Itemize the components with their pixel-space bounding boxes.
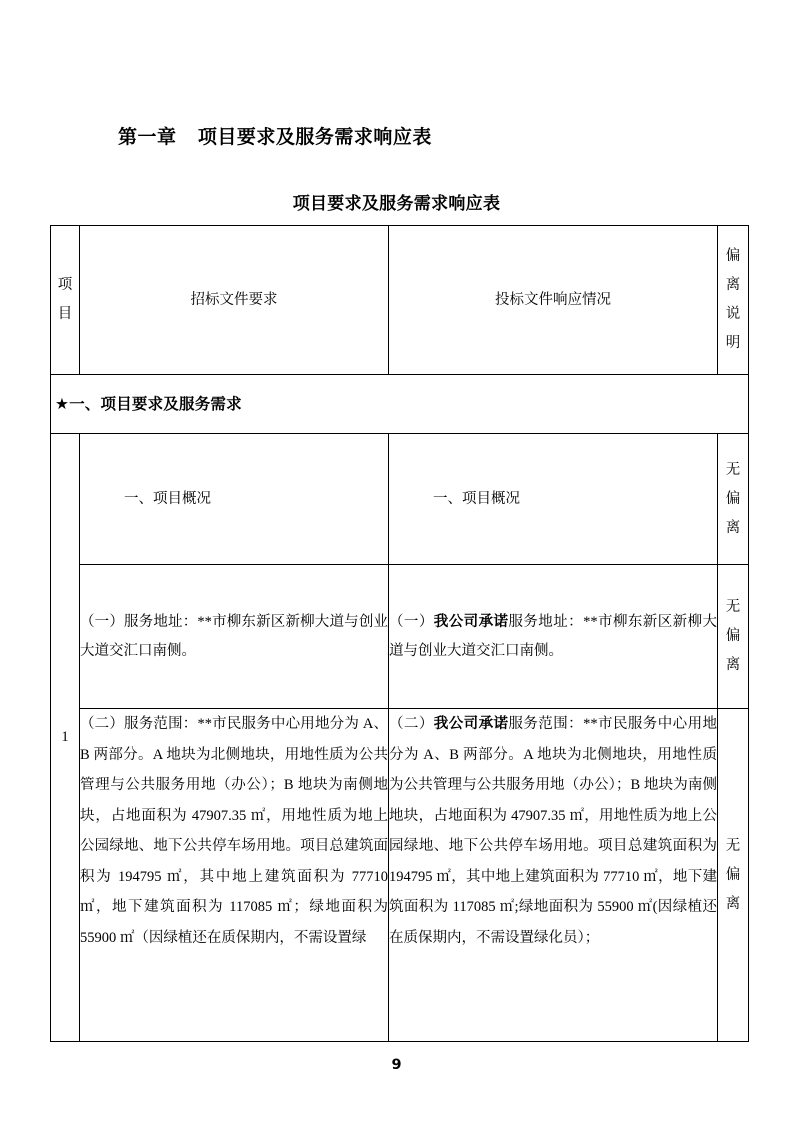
row-number-cell: [51, 434, 80, 1042]
header-cell-item: [51, 226, 80, 375]
deviation-char-3: 离: [725, 657, 741, 673]
requirement-cell: [80, 709, 389, 1042]
deviation-cell: [718, 565, 749, 709]
response-prefix: （一）: [389, 613, 434, 630]
deviation-cell: [718, 709, 749, 1042]
requirement-text: （一）服务地址：**市柳东新区新柳大道与创业大道交汇口南侧。: [80, 613, 388, 659]
table-row: [51, 565, 749, 709]
response-cell: [389, 709, 718, 1042]
header-item-char-1: 项: [57, 277, 73, 293]
deviation-char-2: 偏: [725, 628, 741, 644]
section-title-cell: ★一、项目要求及服务需求: [51, 375, 749, 434]
header-cell-deviation: [718, 226, 749, 375]
header-item-char-2: 目: [57, 306, 73, 322]
header-cell-response: 投标文件响应情况: [389, 226, 718, 375]
requirement-cell: [80, 565, 389, 709]
header-deviation-char-3: 说: [725, 306, 741, 322]
deviation-char-1: 无: [725, 837, 741, 854]
deviation-char-1: 无: [725, 599, 741, 615]
section-title-row: [51, 375, 749, 434]
deviation-char-2: 偏: [725, 866, 741, 883]
row-number: 1: [61, 729, 69, 745]
header-cell-requirement: 招标文件要求: [80, 226, 389, 375]
page-number: 9: [391, 1057, 402, 1073]
header-deviation-char-1: 偏: [725, 248, 741, 264]
header-deviation-char-2: 离: [725, 277, 741, 293]
requirement-cell: 一、项目概况: [80, 434, 389, 565]
response-commitment-phrase: 我公司承诺: [433, 613, 509, 630]
deviation-char-1: 无: [725, 461, 741, 478]
response-commitment-phrase: 我公司承诺: [433, 716, 509, 732]
deviation-char-3: 离: [725, 895, 741, 912]
table-row: [51, 709, 749, 1042]
response-body: 服务范围：**市民服务中心用地分为 A、B 两部分。A 地块为北侧地块，用地性质为公共管理与公共服务用地（办公）；B 地块为南侧地块，占地面积为 47907.35 ㎡，用地性质为地上公园绿地、地下公共停车场用地。项目总建筑面积为 194795 ㎡，其中地上建筑面积为 77710 ㎡，地下建筑面积为 117085 ㎡;绿地面积为 55900 ㎡(因绿植还在质保期内，不需设置绿化员）；: [389, 716, 718, 946]
table-row: [51, 434, 749, 565]
response-prefix: （二）: [389, 716, 434, 732]
requirements-response-table: [50, 225, 749, 1042]
table-title: 项目要求及服务需求响应表: [292, 194, 501, 214]
deviation-char-3: 离: [725, 519, 741, 536]
deviation-char-2: 偏: [725, 490, 741, 507]
chapter-heading: 第一章 项目要求及服务需求响应表: [118, 126, 432, 148]
response-body: 服务地址：**市柳东新区新柳大道与创业大道交汇口南侧。: [389, 613, 718, 659]
requirement-text: （二）服务范围：**市民服务中心用地分为 A、B 两部分。A 地块为北侧地块，用地性质为公共管理与公共服务用地（办公）；B 地块为南侧地块，占地面积为 47907.35 ㎡，用地性质为地上公园绿地、地下公共停车场用地。项目总建筑面积为 194795 ㎡，其中地上建筑面积为 77710 ㎡，地下建筑面积为 117085 ㎡；绿地面积为 55900 ㎡（因绿植还在质保期内，不需设置绿: [80, 716, 388, 946]
header-deviation-char-4: 明: [725, 335, 741, 351]
deviation-cell: [718, 434, 749, 565]
response-cell: 一、项目概况: [389, 434, 718, 565]
response-cell: [389, 565, 718, 709]
table-header-row: [51, 226, 749, 375]
